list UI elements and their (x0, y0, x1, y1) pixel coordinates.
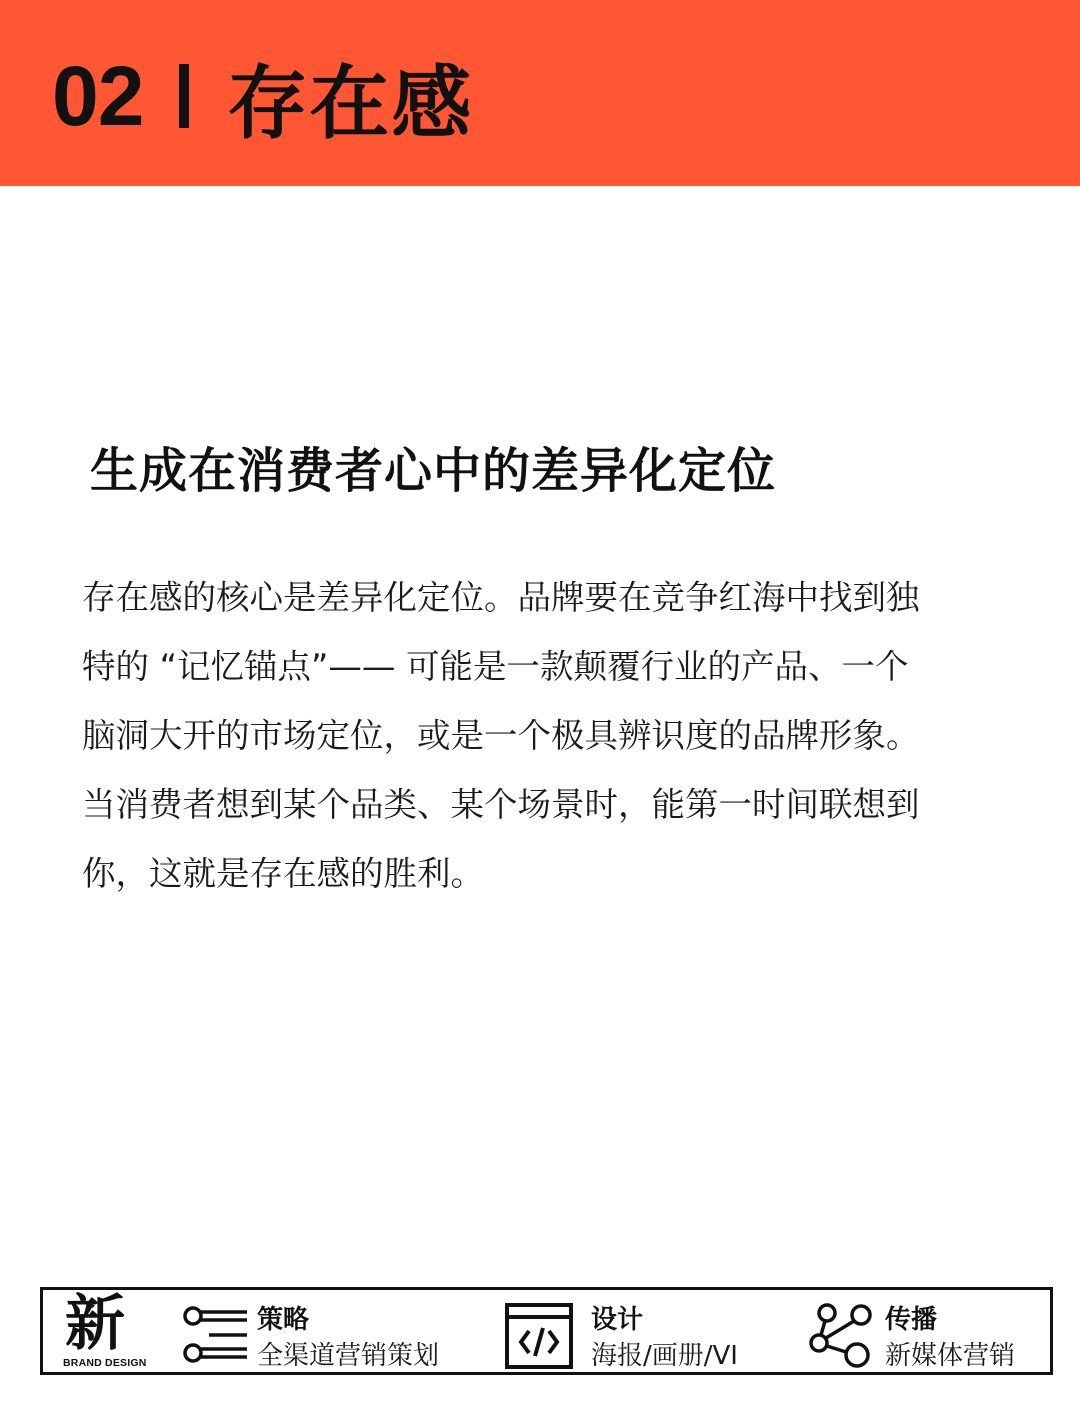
body-line: 当消费者想到某个品类、某个场景时，能第一时间联想到 (82, 785, 920, 824)
page-title (52, 48, 474, 150)
service-title: 策略 (257, 1305, 310, 1335)
service-communication (807, 1297, 1047, 1369)
footer-bar (40, 1287, 1053, 1375)
body-paragraph (82, 563, 992, 908)
code-window-icon (505, 1303, 573, 1373)
body-line: 存在感的核心是差异化定位。品牌要在竞争红海中找到独 (82, 578, 920, 617)
body-line: 脑洞大开的市场定位，或是一个极具辨识度的品牌形象。 (82, 716, 920, 755)
section-title: 存在感 (227, 56, 474, 150)
header-banner (0, 0, 1080, 186)
service-title: 传播 (885, 1305, 938, 1335)
list-icon (181, 1301, 247, 1373)
service-design (505, 1297, 775, 1369)
service-desc: 全渠道营销策划 (257, 1341, 440, 1371)
service-desc: 新媒体营销 (885, 1341, 1016, 1371)
subheading: 生成在消费者心中的差异化定位 (90, 443, 777, 499)
logo-subtitle: BRAND DESIGN (63, 1357, 147, 1369)
service-strategy (181, 1297, 471, 1369)
title-divider (179, 64, 189, 128)
body-line: 你，这就是存在感的胜利。 (82, 854, 484, 893)
share-nodes-icon (807, 1301, 875, 1373)
body-line: 特的 “记忆锚点”—— 可能是一款颠覆行业的产品、一个 (82, 647, 909, 686)
service-desc: 海报/画册/VI (591, 1341, 738, 1371)
service-title: 设计 (591, 1305, 644, 1335)
logo-glyph: 新 (65, 1289, 125, 1359)
brand-logo (63, 1289, 147, 1370)
section-number: 02 (52, 48, 144, 143)
